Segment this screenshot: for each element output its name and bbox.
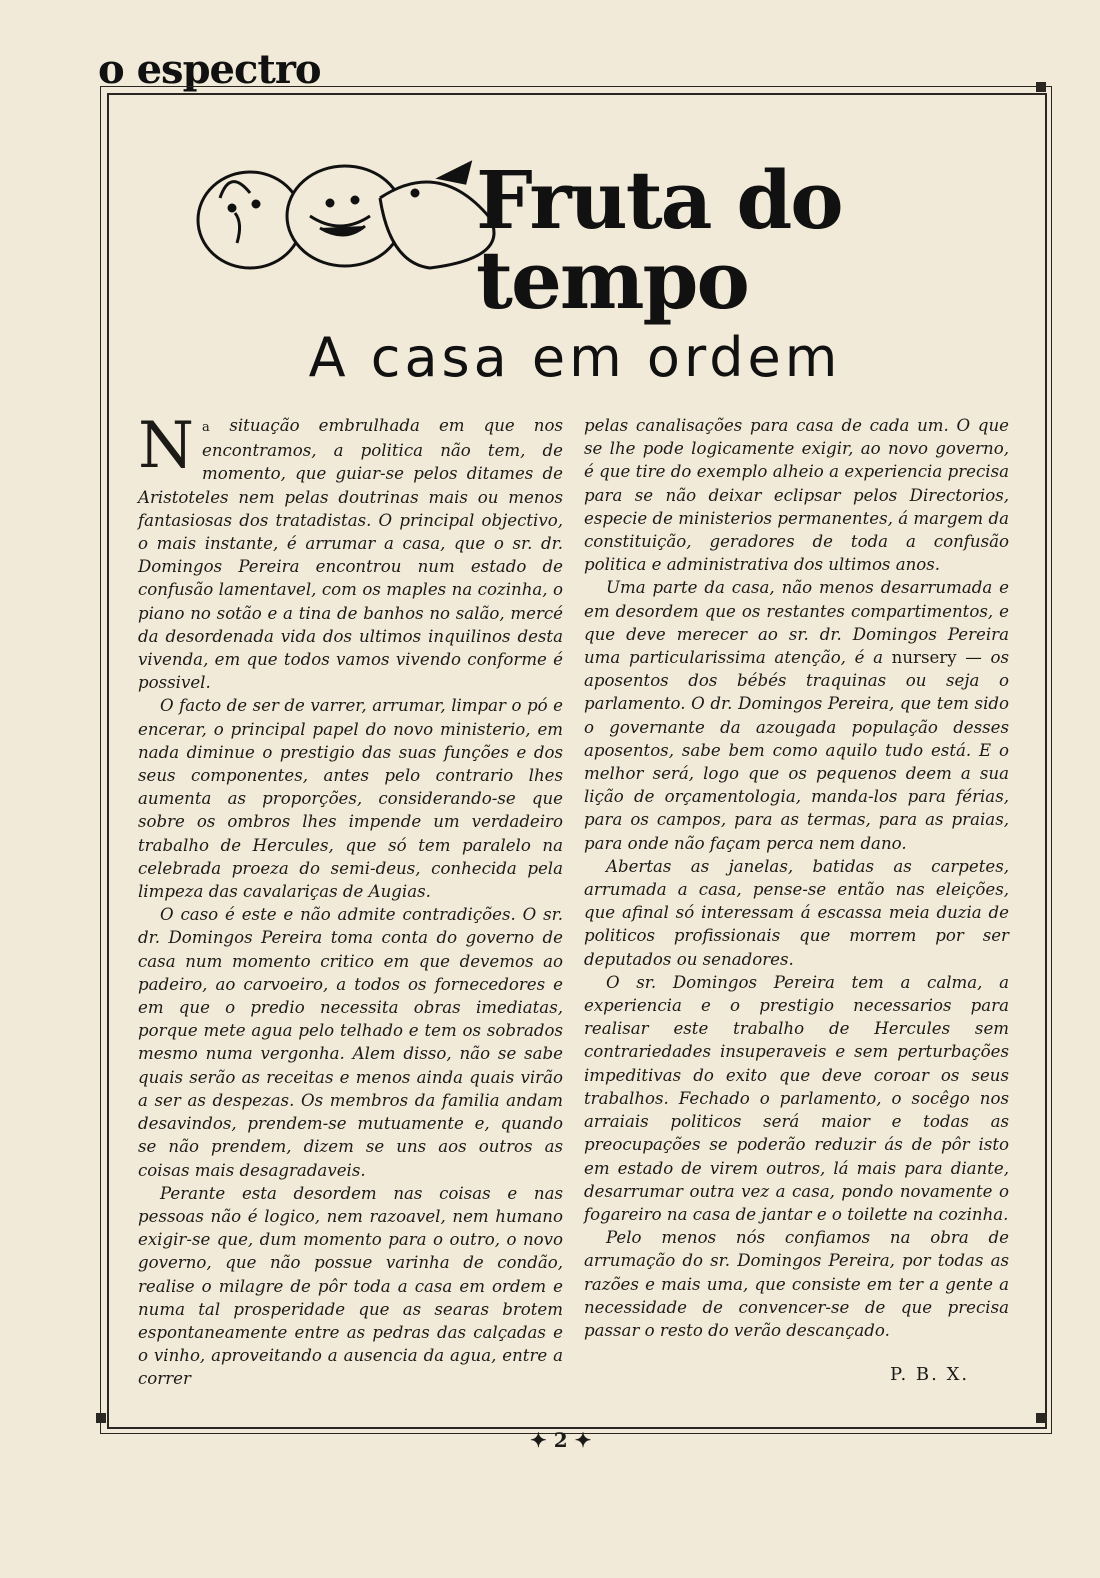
article-title: A casa em ordem xyxy=(308,326,842,389)
paragraph-text: situação embrulhada em que nos encontramos, a politica não tem, de momento, que guiar-se pelos ditames de Aristoteles nem pelas doutrinas mais ou menos fantasiosas dos tratadistas. O principal objectivo, o mais instante, é arrumar a casa, que o sr. dr. Domingos Pereira encontrou num estado de confusão lamentavel, com os maples na cozinha, o piano no sotão e a tina de banhos no salão, mercé da desordenada vida dos ultimos inquilinos desta vivenda, em que todos vamos vivendo conforme é possivel. xyxy=(138,416,563,693)
article-column-right xyxy=(584,414,1009,1342)
paragraph: pelas canalisações para casa de cada um. O que se lhe pode logicamente exigir, ao novo governo, é que tire do exemplo alheio a experiencia precisa para se não deixar eclipsar pelos Directorios, especie de ministerios permanentes, á margem da constituição, geradores de toda a confusão politica e administrativa dos ultimos anos. xyxy=(584,416,1009,575)
author-signature: P. B. X. xyxy=(890,1364,970,1385)
paragraph: O caso é este e não admite contradições. O sr. dr. Domingos Pereira toma conta do governo de casa num momento critico em que devemos ao padeiro, ao carvoeiro, a todos os fornecedores e em que o predio necessita obras imediatas, porque mete agua pelo telhado e tem os sobrados mesmo numa vergonha. Alem disso, não se sabe quais serão as receitas e menos ainda quais virão a ser as despezas. Os membros da familia andam desavindos, prendem-se mutuamente e, quando se não prendem, dizem se uns aos outros as coisas mais desagradaveis. xyxy=(138,905,563,1180)
roman-word: nursery xyxy=(891,648,957,668)
paragraph xyxy=(138,409,563,694)
article-column-left xyxy=(138,409,563,1391)
page-number: ✦ 2 ✦ xyxy=(530,1428,592,1452)
masthead: o espectro xyxy=(98,46,321,93)
paragraph xyxy=(584,576,1009,854)
paragraph-text: Uma parte da casa, não menos desarrumada e em desordem que os restantes compartimentos, e que deve merecer ao sr. dr. Domingos Pereira uma particularissima atenção, é a xyxy=(584,578,1009,668)
drop-cap: N xyxy=(138,409,194,483)
paragraph: O facto de ser de varrer, arrumar, limpar o pó e encerar, o principal papel do novo ministerio, em nada diminue o prestigio das suas funções e dos seus componentes, antes pelo contrario lhes aumenta as proporções, considerando-se que sobre os ombros lhes impende um verdadeiro trabalho de Hercules, que só tem paralelo na celebrada proeza do semi-deus, conhecida pela limpeza das cavalariças de Augias. xyxy=(138,696,563,902)
frame-corner-ornament xyxy=(96,1413,106,1423)
section-title: Fruta do tempo xyxy=(476,153,842,327)
paragraph: Perante esta desordem nas coisas e nas pessoas não é logico, nem razoavel, nem humano exigir-se que, dum momento para o outro, o novo governo, que não possue varinha de condão, realise o milagre de pôr toda a casa em ordem e numa tal prosperidade que as searas brotem espontaneamente entre as pedras das calçadas e o vinho, aproveitando a ausencia da agua, entre a correr xyxy=(138,1183,563,1389)
frame-corner-ornament xyxy=(1036,1413,1046,1423)
paragraph: Pelo menos nós confiamos na obra de arrumação do sr. Domingos Pereira, por todas as razões e mais uma, que consiste em ter a gente a necessidade de convencer-se de que precisa passar o resto do verão descançado. xyxy=(584,1228,1009,1340)
small-cap-text: a xyxy=(202,420,211,435)
paragraph-text: — os aposentos dos bébés traquinas ou seja o parlamento. O dr. Domingos Pereira, que tem sido o governante da azougada população desses aposentos, sabe bem como aquilo tudo está. E o melhor será, logo que os pequenos deem a sua lição de orçamentologia, manda-los para férias, para os campos, para as termas, para as praias, para onde não façam perca nem dano. xyxy=(584,648,1010,853)
paragraph: O sr. Domingos Pereira tem a calma, a experiencia e o prestigio necessarios para realisar este trabalho de Hercules sem contrariedades insuperaveis e sem perturbações impeditivas do exito que deve coroar os seus trabalhos. Fechado o parlamento, o socêgo nos arraiais politicos será maior e todas as preocupações se poderão reduzir ás de pôr isto em estado de virem outros, lá mais para diante, desarrumar outra vez a casa, pondo novamente o fogareiro na casa de jantar e o toilette na cozinha. xyxy=(584,972,1009,1224)
paragraph: Abertas as janelas, batidas as carpetes, arrumada a casa, pense-se então nas eleições, que afinal só interessam á escassa meia duzia de politicos profissionais que morrem por ser deputados ou senadores. xyxy=(584,856,1009,969)
frame-corner-ornament xyxy=(1036,82,1046,92)
